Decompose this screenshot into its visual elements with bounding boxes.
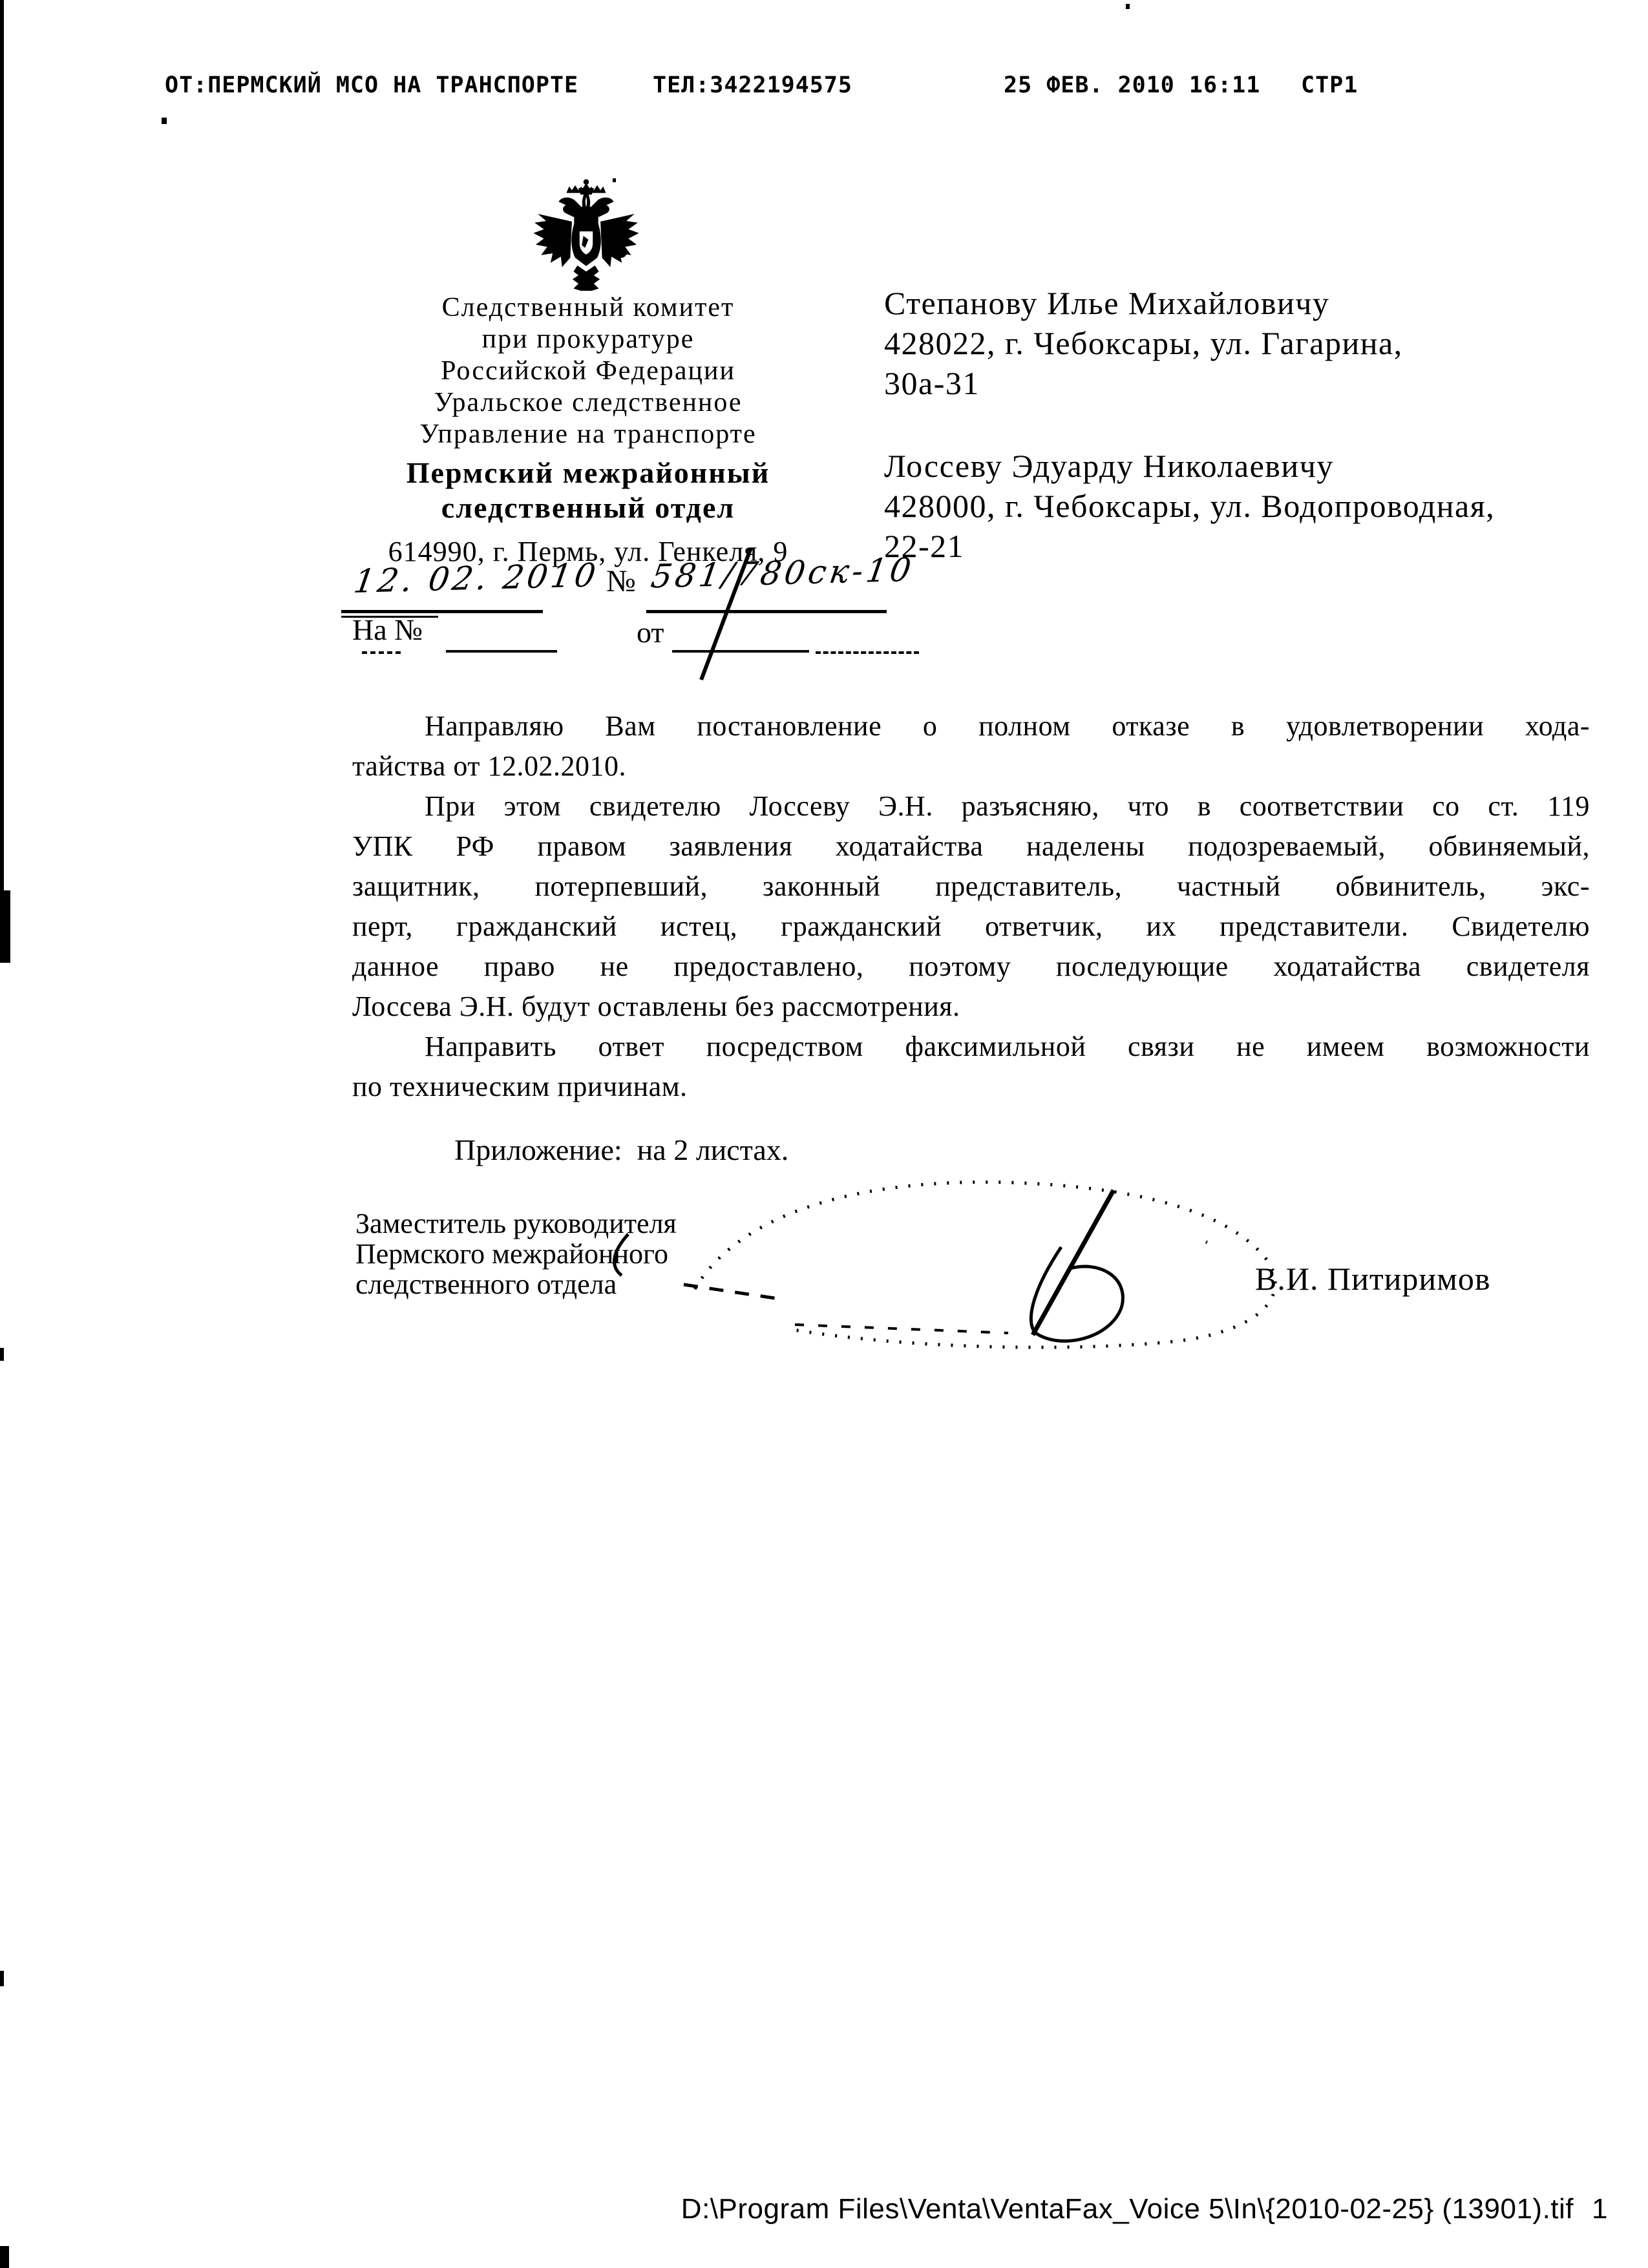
recipient-line: 30а-31 xyxy=(884,365,980,401)
reference-blank-line xyxy=(446,650,557,653)
letterhead-address: 614990, г. Пермь, ул. Генкеля, 9 xyxy=(388,536,788,567)
reference-na-label: На № xyxy=(352,613,423,646)
scan-speck xyxy=(1126,4,1130,9)
letterhead-org-line: Российской Федерации xyxy=(441,356,735,386)
scan-edge-artifact xyxy=(0,890,10,963)
recipient-block-1 xyxy=(884,283,1601,403)
letterhead-dept-lines xyxy=(352,456,824,525)
body-line: тайства от 12.02.2010. xyxy=(352,750,626,782)
page-number: 1 xyxy=(1592,2193,1608,2225)
recipient-line: 22-21 xyxy=(884,528,965,564)
fax-sender: ОТ:ПЕРМСКИЙ МСО НА ТРАНСПОРТЕ xyxy=(165,72,579,98)
letter-body xyxy=(352,706,1590,1107)
reference-blank-line xyxy=(362,651,401,654)
recipient-line: Лоссеву Эдуарду Николаевичу xyxy=(884,448,1334,484)
number-sign: № xyxy=(606,564,636,598)
scan-edge-artifact xyxy=(0,1971,4,1986)
attachment-note: Приложение: на 2 листах. xyxy=(454,1133,789,1166)
letterhead-dept-line: следственный отдел xyxy=(441,491,735,524)
outgoing-number-handwritten: 581/780ск-10 xyxy=(648,551,917,596)
fax-datetime: 25 ФЕВ. 2010 16:11 xyxy=(1004,72,1261,98)
letterhead-org-line: Следственный комитет xyxy=(441,293,735,322)
outgoing-date-handwritten: 12. 02. 2010 xyxy=(351,556,602,601)
recipient-line: 428022, г. Чебоксары, ул. Гагарина, xyxy=(884,325,1403,361)
recipient-line: 428000, г. Чебоксары, ул. Водопроводная, xyxy=(884,488,1495,524)
reference-blank-line xyxy=(672,650,809,653)
fax-telephone: ТЕЛ:3422194575 xyxy=(653,72,853,98)
letterhead xyxy=(352,292,824,568)
russian-coat-of-arms-icon xyxy=(531,177,641,291)
body-line: перт, гражданский истец, гражданский ответчик, их представители. Свидетелю xyxy=(352,910,1590,942)
recipient-block-2 xyxy=(884,446,1601,566)
signer-title-line: Пермского межрайонного xyxy=(355,1238,668,1270)
letterhead-org-line: Управление на транспорте xyxy=(419,419,757,449)
signer-title xyxy=(355,1208,677,1299)
scan-edge-artifact xyxy=(0,2246,9,2268)
recipient-line: Степанову Илье Михайловичу xyxy=(884,285,1330,321)
letterhead-org-lines xyxy=(352,292,824,450)
signer-title-line: Заместитель руководителя xyxy=(355,1208,677,1239)
file-path: D:\Program Files\Venta\VentaFax_Voice 5\In\{2010-02-25} (13901).tif xyxy=(681,2193,1574,2225)
reference-blank-line xyxy=(816,651,919,654)
body-line: данное право не предоставлено, поэтому последующие ходатайства свидетеля xyxy=(352,950,1590,982)
letterhead-org-line: Уральское следственное xyxy=(434,388,743,417)
fax-page-indicator: СТР1 xyxy=(1301,72,1358,98)
body-line: УПК РФ правом заявления ходатайства наделены подозреваемый, обвиняемый, xyxy=(352,830,1590,862)
body-line: Направить ответ посредством факсимильной связи не имеем возможности xyxy=(425,1031,1590,1062)
reference-ot-label: от xyxy=(637,616,664,649)
fax-transmission-header xyxy=(0,72,1648,101)
body-line: защитник, потерпевший, законный представитель, частный обвинитель, экс- xyxy=(352,870,1590,902)
scan-edge-artifact xyxy=(0,0,4,956)
body-line: Лоссева Э.Н. будут оставлены без рассмотрения. xyxy=(352,991,960,1022)
signer-name: В.И. Питиримов xyxy=(1255,1261,1491,1297)
number-underline xyxy=(646,610,887,613)
letterhead-org-line: при прокуратуре xyxy=(481,324,695,354)
body-line: Направляю Вам постановление о полном отказе в удовлетворении хода- xyxy=(425,710,1590,742)
scan-speck xyxy=(162,118,167,124)
body-line: по техническим причинам. xyxy=(352,1071,688,1102)
letterhead-dept-line: Пермский межрайонный xyxy=(406,456,770,489)
signer-title-line: следственного отдела xyxy=(355,1268,617,1300)
footer-file-info xyxy=(681,2193,1608,2225)
body-line: При этом свидетелю Лоссеву Э.Н. разъясняю, что в соответствии со ст. 119 xyxy=(425,790,1590,822)
scan-edge-artifact xyxy=(0,1348,4,1361)
